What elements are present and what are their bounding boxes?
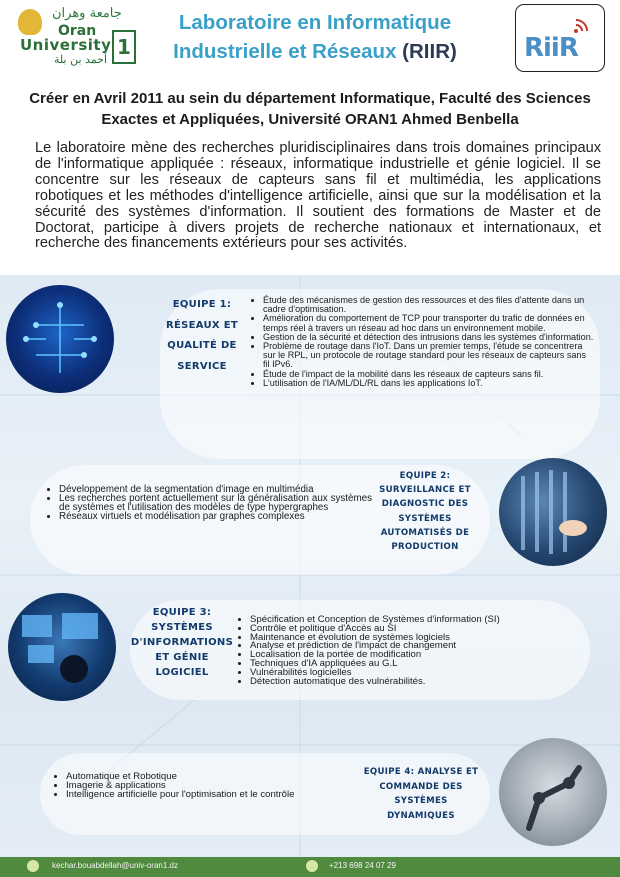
lab-logo-text: RiiR: [524, 33, 578, 63]
teams-panel: [0, 275, 620, 860]
team-1-title-line: EQUIPE 1:: [172, 299, 232, 310]
email-icon: [27, 860, 39, 872]
team-1-title-line: QUALITÉ DE: [167, 340, 237, 351]
list-item: • Techniques d'IA appliquées au G.L: [250, 660, 610, 669]
team-3-title-line: EQUIPE 3:: [152, 607, 212, 618]
footer-email[interactable]: kechar.bouabdellah@univ-oran1.dz: [52, 861, 178, 870]
list-item: • L'utilisation de l'IA/ML/DL/RL dans les applications IoT.: [263, 379, 594, 388]
subtitle: Créer en Avril 2011 au sein du département Informatique, Faculté des Sciences Exactes et Appliquées, Université ORAN1 Ahmed Benbella: [29, 90, 591, 128]
robot-arm-icon: [499, 738, 607, 846]
list-item: • Automatique et Robotique: [66, 772, 366, 781]
university-logo-oran: Oran: [58, 23, 97, 39]
page-title: [150, 8, 480, 66]
list-item: • Vulnérabilités logicielles: [250, 669, 610, 678]
title-line-1: Laboratoire en Informatique: [178, 11, 452, 34]
list-item: • Localisation de la portée de modification: [250, 651, 610, 660]
team-4-image: [499, 738, 607, 846]
phone-icon: [306, 860, 318, 872]
list-item: • Amélioration du comportement de TCP pour transporter du trafic de données en temps réel à travers un réseau ad hoc dans un environnement mobile.: [263, 314, 594, 332]
team-2-title-line: PRODUCTION: [391, 542, 459, 553]
team-2-image: [499, 458, 607, 566]
list-item: • Développement de la segmentation d'image en multimédia: [59, 485, 372, 494]
university-logo: [8, 6, 140, 68]
footer: [0, 857, 620, 877]
team-3-title-line: ET GÉNIE LOGICIEL: [155, 652, 209, 678]
team-1-title: [158, 295, 246, 377]
team-2-title: [376, 469, 474, 554]
team-2-list: [45, 485, 372, 521]
team-2-title-line: EQUIPE 2:: [399, 471, 451, 481]
team-4-title-line: DYNAMIQUES: [387, 810, 455, 821]
team-2-title-line: DIAGNOSTIC DES: [381, 499, 469, 510]
team-4-title-line: COMMANDE DES: [379, 781, 463, 792]
team-4-title-line: EQUIPE 4: ANALYSE ET: [363, 767, 479, 777]
developer-screen-icon: [8, 593, 116, 701]
team-4-list: [52, 772, 366, 800]
title-line-2-text: Industrielle et Réseaux: [173, 40, 397, 63]
team-2-title-line: SURVEILLANCE ET: [379, 485, 471, 496]
team-4-title-line: SYSTÈMES: [394, 796, 448, 806]
list-item: • Étude de l'impact de la mobilité dans les réseaux de capteurs sans fil.: [263, 370, 594, 379]
team-4-title: [362, 765, 480, 823]
list-item: • Intelligence artificielle pour l'optimisation et le contrôle: [66, 790, 366, 799]
team-1-image: [6, 285, 114, 393]
university-logo-number: 1: [112, 30, 136, 64]
team-1-title-line: SERVICE: [177, 360, 227, 372]
list-item: • Imagerie & applications: [66, 781, 366, 790]
list-item: • Maintenance et évolution de systèmes logiciels: [250, 634, 610, 643]
university-logo-university: University: [20, 36, 112, 54]
team-3-title: [130, 605, 234, 680]
intro-paragraph: Le laboratoire mène des recherches pluridisciplinaires dans trois domaines principaux de l'informatique appliquée : réseaux, informatique industrielle et génie logiciel. Il se concentre sur les réseaux de capteurs sans fil et multimédia, les applications robotiques et les méthodes d'intelligence artificielle, ainsi que sur la modélisation et la sécurité des systèmes d'information. Il soutient des formations de Master et de Doctorat, participe à divers projets de recherche nationaux et internationaux, et recherche des financements extérieurs pour ses activités.: [35, 140, 601, 252]
team-1-title-line: RÉSEAUX ET: [166, 319, 238, 331]
team-3-image: [8, 593, 116, 701]
team-3-title-line: D'INFORMATIONS: [130, 637, 234, 648]
wifi-icon: [572, 15, 592, 35]
list-item: • Étude des mécanismes de gestion des ressources et des files d'attente dans un cadre d'optimisation.: [263, 296, 594, 314]
list-item: • Contrôle et politique d'Accès au SI: [250, 625, 610, 634]
team-1-list: [249, 296, 594, 388]
list-item: • Analyse et prédiction de l'impact de changement: [250, 642, 610, 651]
team-2-title-line: AUTOMATISÉS DE: [380, 527, 470, 538]
team-3-title-line: SYSTÈMES: [151, 622, 213, 633]
university-logo-arabic-name: أحمد بن بلة: [54, 53, 108, 66]
lab-logo: [515, 4, 605, 72]
team-2-title-line: SYSTÈMES: [398, 513, 452, 524]
footer-phone[interactable]: +213 698 24 07 29: [329, 861, 396, 870]
list-item: • Réseaux virtuels et modélisation par graphes complexes: [59, 512, 372, 521]
circuit-brain-icon: [6, 285, 114, 393]
university-logo-arabic: جامعة وهران: [52, 6, 122, 21]
list-item: • Spécification et Conception de Systèmes d'information (SI): [250, 616, 610, 625]
list-item: • Problème de routage dans l'IoT. Dans un premier temps, l'étude se concentrera sur le RPL, un protocole de routage standard pour les réseaux de capteurs sans fil IPv6.: [263, 342, 594, 370]
list-item: • Détection automatique des vulnérabilités.: [250, 678, 610, 687]
list-item: • Les recherches portent actuellement sur la généralisation aux systèmes de systèmes et l'utilisation des modèles de type hypergraphes: [59, 494, 372, 512]
list-item: • Gestion de la sécurité et détection des intrusions dans les systèmes d'information.: [263, 333, 594, 342]
team-3-list: [236, 616, 610, 686]
title-line-2: [150, 37, 480, 66]
lion-icon: [18, 9, 42, 35]
server-rack-icon: [499, 458, 607, 566]
title-acronym: (RIIR): [402, 40, 457, 63]
